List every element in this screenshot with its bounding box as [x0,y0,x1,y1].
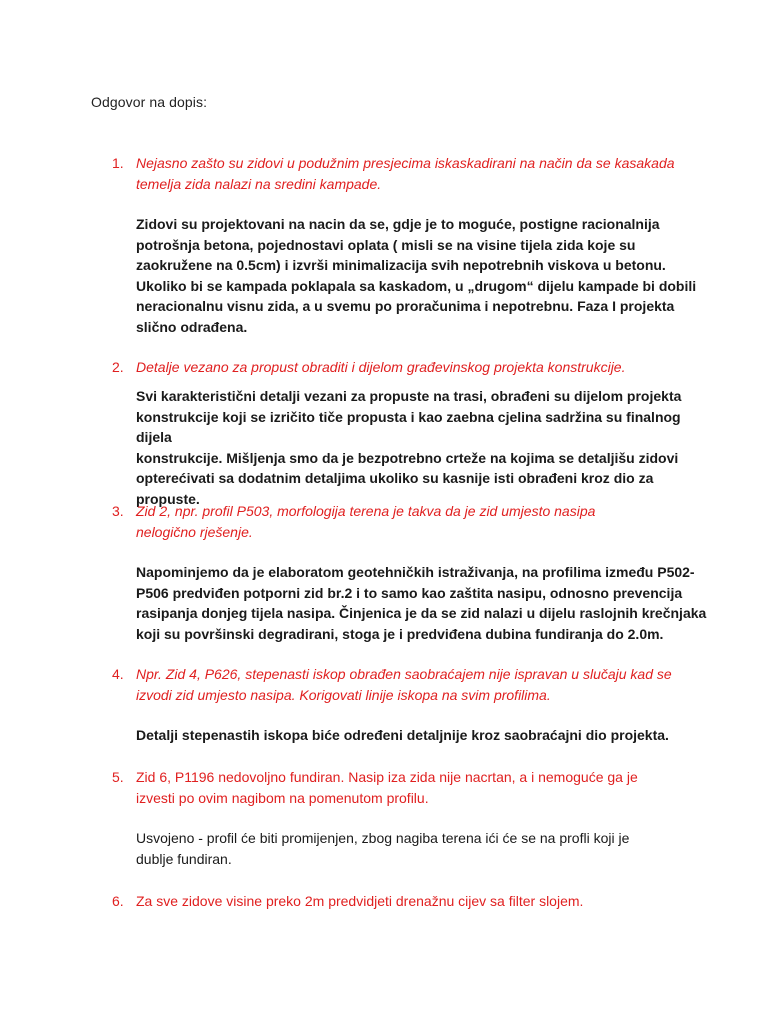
answer-line: P506 predviđen potporni zid br.2 i to samo kao zaštita nasipu, odnosno prevencija [136,584,683,601]
list-item-6 [112,891,712,912]
answer-line: opterećivati sa dodatnim detaljima ukoliko su kasnije isti obrađeni kroz dio za [136,470,654,486]
question-line: Zid 2, npr. profil P503, morfologija terena je takva da je zid umjesto nasipa [136,503,596,519]
answer-line: rasipanja donjeg tijela nasipa. Činjenica je da se zid nalazi u dijelu raslojnih krečnjaka [136,605,707,621]
page-heading: Odgovor na dopis: [91,94,208,110]
question-line: Zid 6, P1196 nedovoljno fundiran. Nasip iza zida nije nacrtan, a i nemoguće ga je [136,769,638,785]
question-text [136,357,712,378]
answer-text [136,828,712,869]
item-number: 3. [112,503,124,519]
question-text [136,767,712,809]
answer-line: Detalji stepenastih iskopa biće određeni detaljnije kroz saobraćajni dio projekta. [136,727,669,743]
item-number: 5. [112,769,124,785]
answer-line: Usvojeno - profil će biti promijenjen, zbog nagiba terena ići će se na profli koji je [136,830,630,846]
question-line: izvesti po ovim nagibom na pomenutom profilu. [136,790,429,806]
item-number: 2. [112,359,124,375]
question-text [136,153,712,195]
answer-text [136,562,712,644]
question-line: Npr. Zid 4, P626, stepenasti iskop obrađen saobraćajem nije ispravan u slučaju kad se [136,666,672,682]
list-item-5 [112,767,712,869]
item-number: 4. [112,666,124,682]
question-text [136,664,712,706]
answer-line: dublje fundiran. [136,850,232,867]
question-text [136,501,712,543]
answer-line: Zidovi su projektovani na nacin da se, gdje je to moguće, postigne racionalnija [136,216,660,232]
question-line: nelogično rješenje. [136,524,253,540]
item-number: 1. [112,155,124,171]
question-line: Nejasno zašto su zidovi u podužnim presjecima iskaskadirani na način da se kasakada [136,155,675,171]
answer-text [136,386,712,509]
answer-line: Ukoliko bi se kampada poklapala sa kaskadom, u „drugom“ dijelu kampade bi dobili [136,277,697,294]
question-line: temelja zida nalazi na sredini kampade. [136,176,382,192]
question-line: Detalje vezano za propust obraditi i dijelom građevinskog projekta konstrukcije. [136,359,626,375]
answer-line: zaokružene na 0.5cm) i izvrši minimalizacija svih nepotrebnih viskova u betonu. [136,257,666,273]
question-line: Za sve zidove visine preko 2m predvidjeti drenažnu cijev sa filter slojem. [136,893,584,909]
question-text [136,891,712,912]
answer-text [136,214,712,337]
answer-line: konstrukcije koji se izričito tiče propusta i kao zaebna cjelina sadržina su finalnog dijela [136,408,681,445]
list-item-4 [112,664,712,746]
answer-text [136,725,712,746]
answer-line: neracionalnu visnu zida, a u svemu po proračunima i nepotrebnu. Faza I projekta [136,298,675,314]
answer-line: konstrukcije. Mišljenja smo da je bezpotrebno crteže na kojima se detaljišu zidovi [136,449,679,466]
list-item-3 [112,501,712,644]
answer-line: slično odrađena. [136,318,248,335]
item-number: 6. [112,893,124,909]
answer-line: koji su površinski degradirani, stoga je i predviđena dubina fundiranja do 2.0m. [136,625,664,642]
answer-line: Napominjemo da je elaboratom geotehničkih istraživanja, na profilima između P502- [136,564,695,580]
question-line: izvodi zid umjesto nasipa. Korigovati linije iskopa na svim profilima. [136,687,551,703]
answer-line: potrošnja betona, pojednostavi oplata ( misli se na visine tijela zida koje su [136,236,636,253]
list-item-2 [112,357,712,509]
answer-line: Svi karakteristični detalji vezani za propuste na trasi, obrađeni su dijelom projekta [136,388,682,404]
list-item-1 [112,153,712,337]
answer-line: propuste. [136,490,200,507]
